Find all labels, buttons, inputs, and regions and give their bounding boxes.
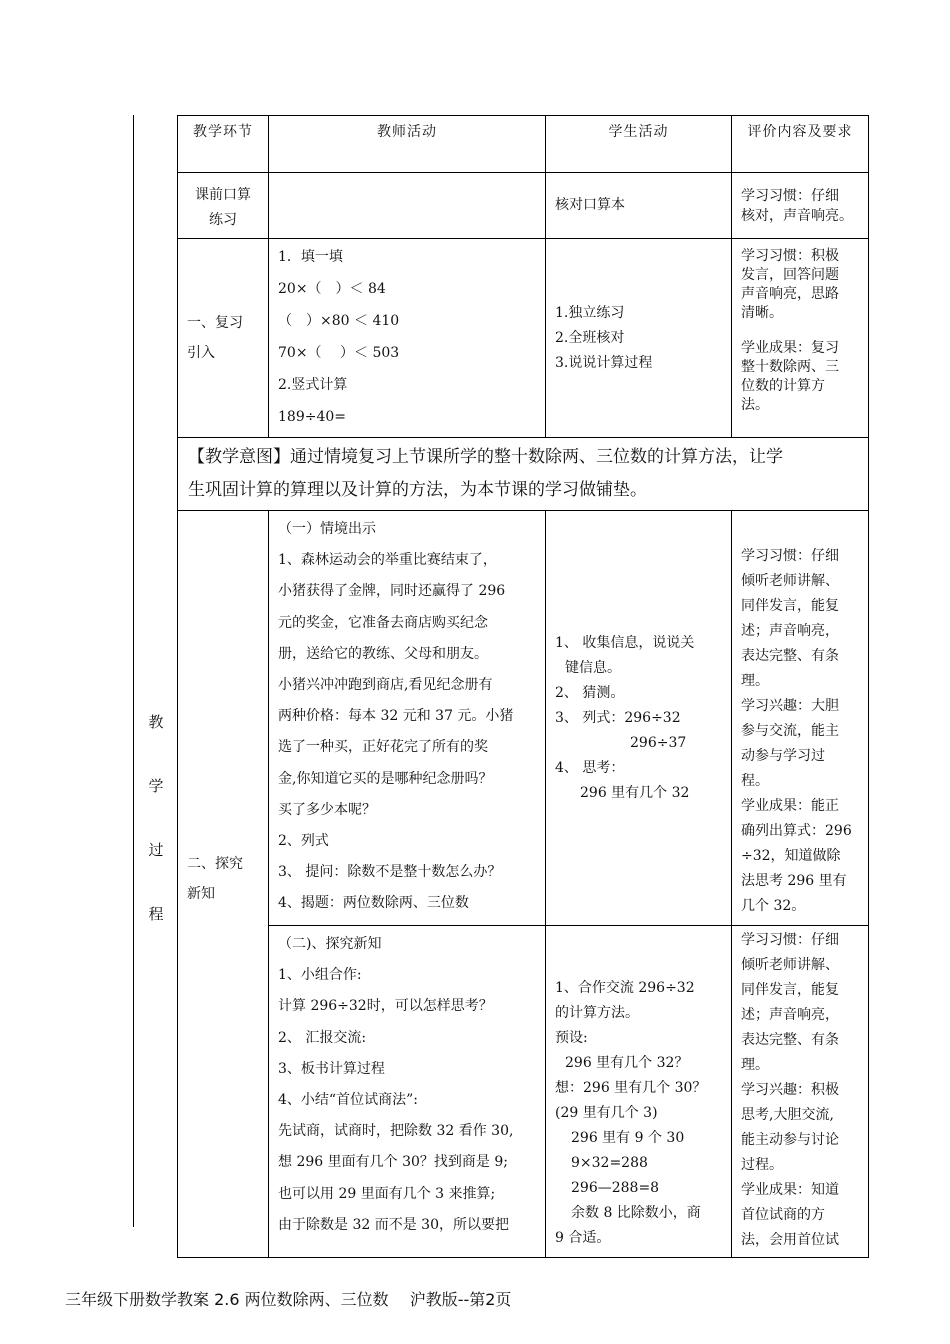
eval-cell: 学习习惯：积极 发言，回答问题 声音响亮，思路 清晰。 学业成果：复习 整十数除两、三 位数的计算方 法。 (732, 239, 869, 438)
eval-cell: 学习习惯：仔细 核对，声音响亮。 (732, 173, 869, 239)
stage-cell: 二、探究 新知 (178, 511, 269, 1258)
table-header-row (178, 116, 869, 173)
header-student: 学生活动 (546, 116, 732, 173)
teacher-cell: 1．填一填 20×（ ）＜ 84 （ ）×80 ＜ 410 70×（ ）＜ 503 2.竖式计算 189÷40= (269, 239, 546, 438)
header-stage: 教学环节 (178, 116, 269, 173)
table-row-prep (178, 173, 869, 239)
teaching-intent: 【教学意图】通过情境复习上节课所学的整十数除两、三位数的计算方法，让学 生巩固计算的算理以及计算的方法，为本节课的学习做铺垫。 (178, 438, 869, 511)
teacher-cell: （二)、探究新知 1、小组合作: 计算 296÷32时，可以怎样思考？ 2、 汇报交流: 3、板书计算过程 4、小结“首位试商法”: 先试商，试商时，把除数 32 看作 30, 想 296 里面有几个 30？找到商是 9; 也可以用 29 里面有几个 3 来推算; 由于除数是 32 而不是 30，所以要把 (269, 926, 546, 1258)
table-row-explore-1 (178, 511, 869, 926)
sidebar-char: 程 (148, 905, 164, 923)
teacher-cell (269, 173, 546, 239)
student-cell: 1、 收集信息，说说关 键信息。 2、 猜测。 3、 列式：296÷32 296÷37 4、 思考： 296 里有几个 32 (546, 511, 732, 926)
student-cell: 核对口算本 (546, 173, 732, 239)
table-row-review (178, 239, 869, 438)
eval-cell: 学习习惯：仔细 倾听老师讲解、 同伴发言，能复 述；声音响亮， 表达完整、有条 理。 学习兴趣：积极 思考,大胆交流, 能主动参与讨论 过程。 学业成果：知道 首位试商的方 法，会用首位试 (732, 926, 869, 1258)
page-footer: 三年级下册数学教案 2.6 两位数除两、三位数 沪教版--第2页 (65, 1290, 512, 1309)
header-teacher: 教师活动 (269, 116, 546, 173)
header-eval: 评价内容及要求 (732, 116, 869, 173)
process-sidebar (133, 115, 178, 1227)
sidebar-char: 教 (148, 713, 164, 731)
eval-cell: 学习习惯：仔细 倾听老师讲解、 同伴发言，能复 述；声音响亮， 表达完整、有条 理。 学习兴趣：大胆 参与交流，能主 动参与学习过 程。 学业成果：能正 确列出算式：296 ÷32，知道做除 法思考 296 里有 几个 32。 (732, 511, 869, 926)
sidebar-char: 学 (148, 777, 164, 795)
stage-cell: 课前口算 练习 (178, 173, 269, 239)
student-cell: 1.独立练习 2.全班核对 3.说说计算过程 (546, 239, 732, 438)
sidebar-char: 过 (148, 841, 164, 859)
table-row-intent (178, 438, 869, 511)
stage-cell: 一、复习 引入 (178, 239, 269, 438)
student-cell: 1、合作交流 296÷32 的计算方法。 预设: 296 里有几个 32？ 想：296 里有几个 30？ (29 里有几个 3) 296 里有 9 个 30 9×32=288 296—288=8 余数 8 比除数小，商 9 合适。 (546, 926, 732, 1258)
lesson-table (177, 115, 869, 1258)
teacher-cell: （一）情境出示 1、森林运动会的举重比赛结束了， 小猪获得了金牌，同时还赢得了 296 元的奖金，它准备去商店购买纪念 册，送给它的教练、父母和朋友。 小猪兴冲冲跑到商店,看见纪念册有 两种价格：每本 32 元和 37 元。小猪 选了一种买，正好花完了所有的奖 金,你知道它买的是哪种纪念册吗？ 买了多少本呢？ 2、列式 3、 提问：除数不是整十数怎么办？ 4、揭题：两位数除两、三位数 (269, 511, 546, 926)
table-row-explore-2 (178, 926, 869, 1258)
